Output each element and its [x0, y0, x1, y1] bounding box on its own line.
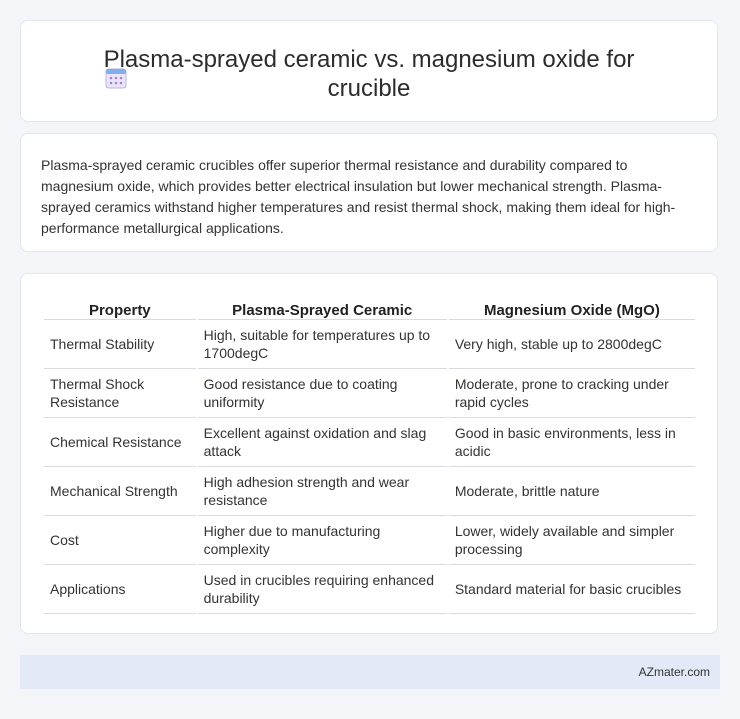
table-cell: Lower, widely available and simpler processing — [449, 516, 695, 565]
table-row — [44, 320, 695, 369]
comparison-table-card — [20, 273, 718, 634]
table-cell: Thermal Stability — [44, 320, 196, 369]
title-card — [20, 20, 718, 122]
page-title: Plasma-sprayed ceramic vs. magnesium oxide for crucible — [103, 46, 635, 102]
table-cell: Higher due to manufacturing complexity — [198, 516, 447, 565]
table-cell: Chemical Resistance — [44, 418, 196, 467]
table-cell: Moderate, prone to cracking under rapid cycles — [449, 369, 695, 418]
table-cell: Moderate, brittle nature — [449, 467, 695, 516]
header-property: Property — [44, 295, 196, 320]
table-cell: Very high, stable up to 2800degC — [449, 320, 695, 369]
table-cell: Good in basic environments, less in acidic — [449, 418, 695, 467]
table-cell: Standard material for basic crucibles — [449, 565, 695, 614]
header-magnesium-oxide: Magnesium Oxide (MgO) — [449, 295, 695, 320]
table-cell: High, suitable for temperatures up to 1700degC — [198, 320, 447, 369]
table-cell: Used in crucibles requiring enhanced durability — [198, 565, 447, 614]
summary-text: Plasma-sprayed ceramic crucibles offer superior thermal resistance and durability compared to magnesium oxide, which provides better electrical insulation but lower mechanical strength. Plasma-sprayed ceramics withstand higher temperatures and resist thermal shock, making them ideal for high-performance metallurgical applications. — [41, 157, 676, 236]
table-cell: Cost — [44, 516, 196, 565]
table-header-row — [44, 295, 695, 320]
table-row — [44, 565, 695, 614]
table-cell: Applications — [44, 565, 196, 614]
header-plasma-sprayed-ceramic: Plasma-Sprayed Ceramic — [198, 295, 447, 320]
table-cell: Thermal Shock Resistance — [44, 369, 196, 418]
table-row — [44, 418, 695, 467]
table-row — [44, 516, 695, 565]
comparison-table — [42, 295, 697, 614]
table-row — [44, 467, 695, 516]
footer-brand-link[interactable]: AZmater.com — [638, 665, 710, 679]
table-cell: Mechanical Strength — [44, 467, 196, 516]
summary-card — [20, 133, 718, 252]
footer-bar — [20, 655, 720, 689]
table-cell: High adhesion strength and wear resistance — [198, 467, 447, 516]
table-cell: Excellent against oxidation and slag attack — [198, 418, 447, 467]
table-row — [44, 369, 695, 418]
table-cell: Good resistance due to coating uniformity — [198, 369, 447, 418]
